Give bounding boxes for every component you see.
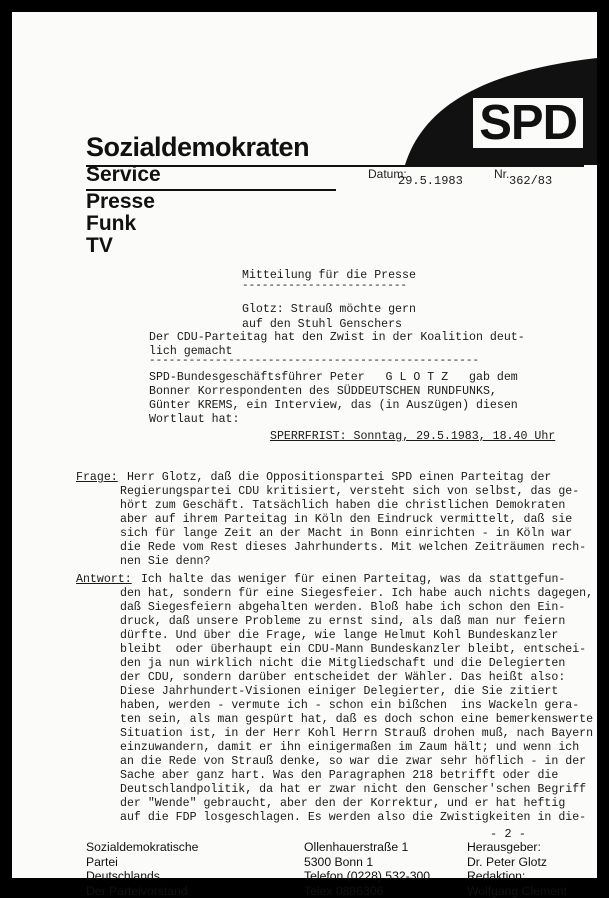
press-title: Mitteilung für die Presse [242,268,416,283]
footer-publisher-line: Herausgeber: [467,840,567,855]
footer-address-line: Telefon (0228) 532-300 [304,869,430,884]
answer-line: Sache aber ganz hart. Was den Paragraphen 218 betrifft oder die [120,768,558,783]
press-title-rule: ------------------------- [242,280,407,292]
answer-line: Deutschlandpolitik, da hat er zwar nicht den Genscher'schen Begriff [120,782,586,797]
answer-line: einzuwandern, damit er ihn einigermaßen im Zaum hält; und wenn ich [120,740,579,755]
footer-address [304,840,430,898]
question-line: Herr Glotz, daß die Oppositionspartei SPD einen Parteitag der [120,470,551,485]
headline-line-1: Glotz: Strauß möchte gern [242,302,416,317]
headline-line-2: auf den Stuhl Genschers [242,317,402,332]
service-label: Service [86,163,161,187]
intro-body-1: SPD-Bundesgeschäftsführer Peter G L O T Z gab dem [149,370,518,385]
footer-address-line: Telex 0886306 [304,884,430,898]
subheadline-line-1: Der CDU-Parteitag hat den Zwist in der Koalition deut- [149,330,525,345]
subheadline-rule: -------------------------------------------------- [149,355,479,367]
answer-line: der CDU, sondern darüber entscheidet der Wähler. Das heißt also: [120,670,565,685]
answer-line: Diese Jahrhundert-Visionen einiger Delegierter, die Sie zitiert [120,684,558,699]
answer-line: Situation ist, in der Herr Kohl Herrn Strauß drohen muß, nach Bayern [120,726,593,741]
channel-tv: TV [86,234,113,258]
question-line: Regierungspartei CDU kritisiert, versteht sich von selbst, das ge- [120,484,579,499]
question-line: nen Sie denn? [120,554,210,569]
intro-body-2: Bonner Korrespondenten des SÜDDEUTSCHEN RUNDFUNKS, [149,384,497,399]
question-line: aber auf ihrem Parteitag in Köln den Eindruck vermittelt, daß sie [120,512,572,527]
question-line: die Rede vom Rest dieses Jahrhunderts. Mit welchen Zeiträumen rech- [120,540,586,555]
footer-publisher-line: Dr. Peter Glotz [467,855,567,870]
answer-line: Ich halte das weniger für einen Parteitag, was da stattgefun- [134,572,565,587]
answer-line: den hat, sondern für eine Siegesfeier. Ich habe auch nichts dagegen, [120,586,593,601]
org-name: Sozialdemokraten [86,132,309,163]
footer-address-line: Ollenhauerstraße 1 [304,840,430,855]
datum-label: Datum: [368,167,407,181]
footer-party-line: Sozialdemokratische [86,840,198,855]
channel-funk: Funk [86,212,136,236]
footer-party [86,840,198,898]
answer-line: der "Wende" gebraucht, aber den der Korrektur, und er hat heftig [120,796,565,811]
footer-address-line: 5300 Bonn 1 [304,855,430,870]
nr-value: 362/83 [509,174,552,188]
document-page [12,12,597,878]
footer-publisher [467,840,567,898]
answer-line: bleibt oder überhaupt ein CDU-Mann Bundeskanzler bleibt, entschei- [120,642,586,657]
intro-body-4: Wortlaut hat: [149,412,239,427]
answer-line: ten sein, als man gespürt hat, daß es doch schon eine bemerkenswerte [120,712,593,727]
answer-line: auf die FDP losgeschlagen. Es werden also die Zwistigkeiten in die- [120,810,586,825]
footer-party-line: Deutschlands [86,869,198,884]
sperrfrist-notice: SPERRFRIST: Sonntag, 29.5.1983, 18.40 Uhr [270,429,555,444]
nr-label: Nr. [494,167,509,181]
answer-line: den ja nun wirklich nicht die Mitgliedschaft und die Delegierten [120,656,565,671]
question-label: Frage: [76,470,118,485]
footer-publisher-line: Wolfgang Clement [467,884,567,898]
footer-publisher-line: Redaktion: [467,869,567,884]
answer-label: Antwort: [76,572,132,587]
question-line: sich für lange Zeit an der Macht in Bonn einrichten - in Köln war [120,526,572,541]
answer-line: dürfte. Und über die Frage, wie lange Helmut Kohl Bundeskanzler [120,628,558,643]
footer-party-line: Partei [86,855,198,870]
spd-logo: SPD [473,98,583,148]
question-line: hört zum Geschäft. Tatsächlich haben die christlichen Demokraten [120,498,565,513]
intro-body-3: Günter KREMS, ein Interview, das (in Auszügen) diesen [149,398,518,413]
answer-line: druck, daß unsere Probleme zu ernst sind, als daß man nur feiern [120,614,565,629]
answer-line: haben, werden - vermute ich - schon ein bißchen ins Wackeln gera- [120,698,579,713]
page-number: - 2 - [490,827,526,841]
channel-presse: Presse [86,190,155,214]
datum-value: 29.5.1983 [398,174,463,188]
footer-party-line: Der Parteivorstand [86,884,198,898]
answer-line: an die Rede von Strauß denke, so war die zwar sehr höflich - in der [120,754,586,769]
answer-line: daß Siegesfeiern abgehalten werden. Bloß habe ich schon den Ein- [120,600,565,615]
subheadline-line-2: lich gemacht [149,344,233,359]
